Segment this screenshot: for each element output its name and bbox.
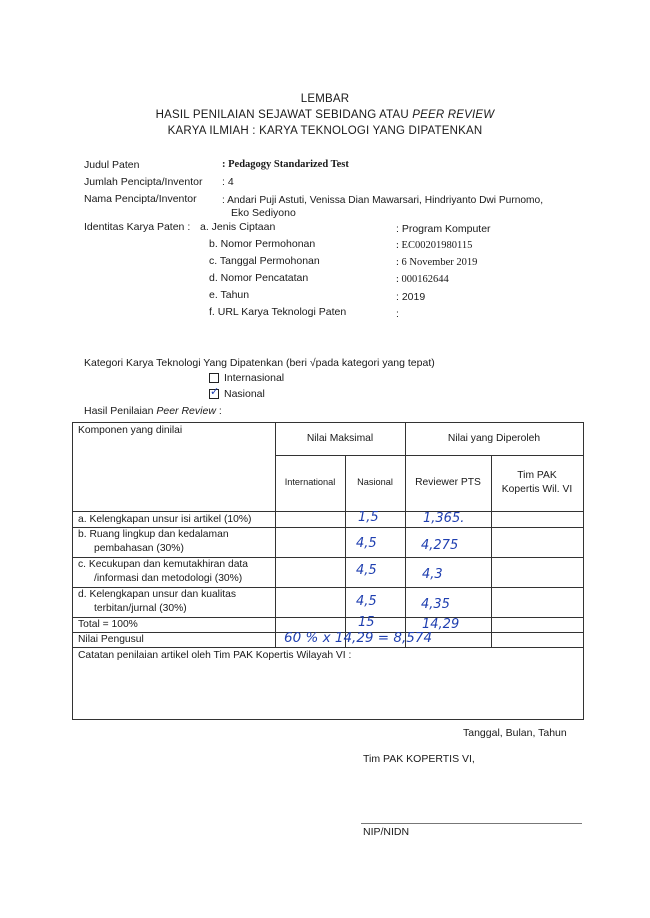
check-mark-icon: ✓ (210, 386, 220, 398)
judul-label: Judul Paten (84, 159, 140, 171)
table-row-line (72, 527, 584, 528)
nama-label: Nama Pencipta/Inventor (84, 193, 197, 205)
table-row-line (72, 587, 584, 588)
pengusul-calculation: 60 % x 14,29 = 8,574 (284, 630, 433, 646)
jumlah-value: : 4 (222, 176, 234, 188)
item-label: c. Tanggal Permohonan (209, 255, 320, 267)
table-border-top (72, 422, 584, 423)
header-nilai-maksimal: Nilai Maksimal (306, 433, 374, 444)
item-label: e. Tahun (209, 289, 250, 301)
row-label: a. Kelengkapan unsur isi artikel (10%) (78, 514, 252, 525)
table-row-line (72, 557, 584, 558)
item-value: : Program Komputer (396, 223, 491, 235)
hasil-suffix: : (215, 405, 222, 417)
header-komponen: Komponen yang dinilai (78, 425, 183, 436)
doc-title: LEMBAR (300, 93, 350, 105)
doc-subtitle (0, 109, 650, 121)
row-nasional-value: 1,5 (358, 510, 379, 525)
row-reviewer-value: 4,35 (421, 597, 450, 612)
row-label-cont: pembahasan (30%) (94, 543, 184, 554)
signature-line (361, 823, 582, 824)
subheader-nasional: Nasional (357, 477, 393, 487)
hasil-text: Hasil Penilaian (84, 405, 157, 417)
total-label: Total = 100% (78, 619, 138, 630)
judul-value: : Pedagogy Standarized Test (222, 159, 349, 170)
item-label: a. Jenis Ciptaan (200, 221, 276, 233)
hasil-label (84, 405, 222, 417)
total-nasional-value: 15 (358, 615, 375, 630)
subheader-tim-pak: Tim PAK (517, 470, 557, 481)
subheader-reviewer: Reviewer PTS (415, 477, 481, 488)
item-label: b. Nomor Permohonan (209, 238, 316, 250)
subheader-international: International (284, 477, 336, 487)
item-value: : 000162644 (396, 274, 449, 285)
item-value: : 2019 (396, 291, 426, 303)
table-row-line (275, 455, 584, 456)
item-label: d. Nomor Pencatatan (209, 272, 309, 284)
doc-subtitle-2: KARYA ILMIAH : KARYA TEKNOLOGI YANG DIPATENKAN (167, 125, 483, 137)
row-label: b. Ruang lingkup dan kedalaman (78, 529, 229, 540)
checkbox-internasional-label: Internasional (224, 372, 285, 384)
row-reviewer-value: 1,365. (423, 511, 465, 526)
kategori-text: Kategori Karya Teknologi Yang Dipatenkan (beri √pada kategori yang tepat) (84, 357, 435, 369)
table-border-bottom (72, 719, 584, 720)
row-label-cont: /informasi dan metodologi (30%) (94, 573, 243, 584)
row-label: d. Kelengkapan unsur dan kualitas (78, 589, 236, 600)
header-nilai-diperoleh: Nilai yang Diperoleh (447, 433, 541, 444)
hasil-italic: Peer Review (156, 405, 216, 417)
subheader-tim-pak-2: Kopertis Wil. VI (501, 484, 573, 495)
row-label-cont: terbitan/jurnal (30%) (94, 603, 187, 614)
row-nasional-value: 4,5 (356, 594, 377, 609)
row-nasional-value: 4,5 (356, 563, 377, 578)
table-border-right (583, 422, 584, 720)
pengusul-label: Nilai Pengusul (78, 634, 144, 645)
row-reviewer-value: 4,275 (421, 538, 459, 553)
table-border-left (72, 422, 73, 720)
nama-value: : Andari Puji Astuti, Venissa Dian Mawarsari, Hindriyanto Dwi Purnomo, (222, 195, 544, 206)
doc-subtitle-italic: PEER REVIEW (412, 109, 495, 121)
table-row-line (72, 647, 584, 648)
total-reviewer-value: 14,29 (422, 617, 460, 632)
row-reviewer-value: 4,3 (422, 567, 443, 582)
nip-label: NIP/NIDN (363, 826, 410, 838)
checkbox-nasional-label: Nasional (224, 388, 265, 400)
row-label: c. Kecukupan dan kemutakhiran data (78, 559, 249, 570)
item-value: : 6 November 2019 (396, 257, 478, 268)
catatan-label: Catatan penilaian artikel oleh Tim PAK Kopertis Wilayah VI : (78, 650, 352, 661)
identitas-label: Identitas Karya Paten : (84, 221, 191, 233)
table-row-line (72, 511, 584, 512)
checkbox-internasional[interactable] (209, 373, 219, 383)
table-row-line (72, 617, 584, 618)
doc-subtitle-text: HASIL PENILAIAN SEJAWAT SEBIDANG ATAU (155, 109, 413, 121)
tim-pak-label: Tim PAK KOPERTIS VI, (363, 753, 475, 765)
item-value: : (396, 308, 399, 320)
nama-value-2: Eko Sediyono (231, 207, 296, 219)
jumlah-label: Jumlah Pencipta/Inventor (84, 176, 203, 188)
tanggal-label: Tanggal, Bulan, Tahun (463, 727, 567, 739)
row-nasional-value: 4,5 (356, 536, 377, 551)
item-value: : EC00201980115 (396, 240, 473, 251)
item-label: f. URL Karya Teknologi Paten (209, 306, 347, 318)
